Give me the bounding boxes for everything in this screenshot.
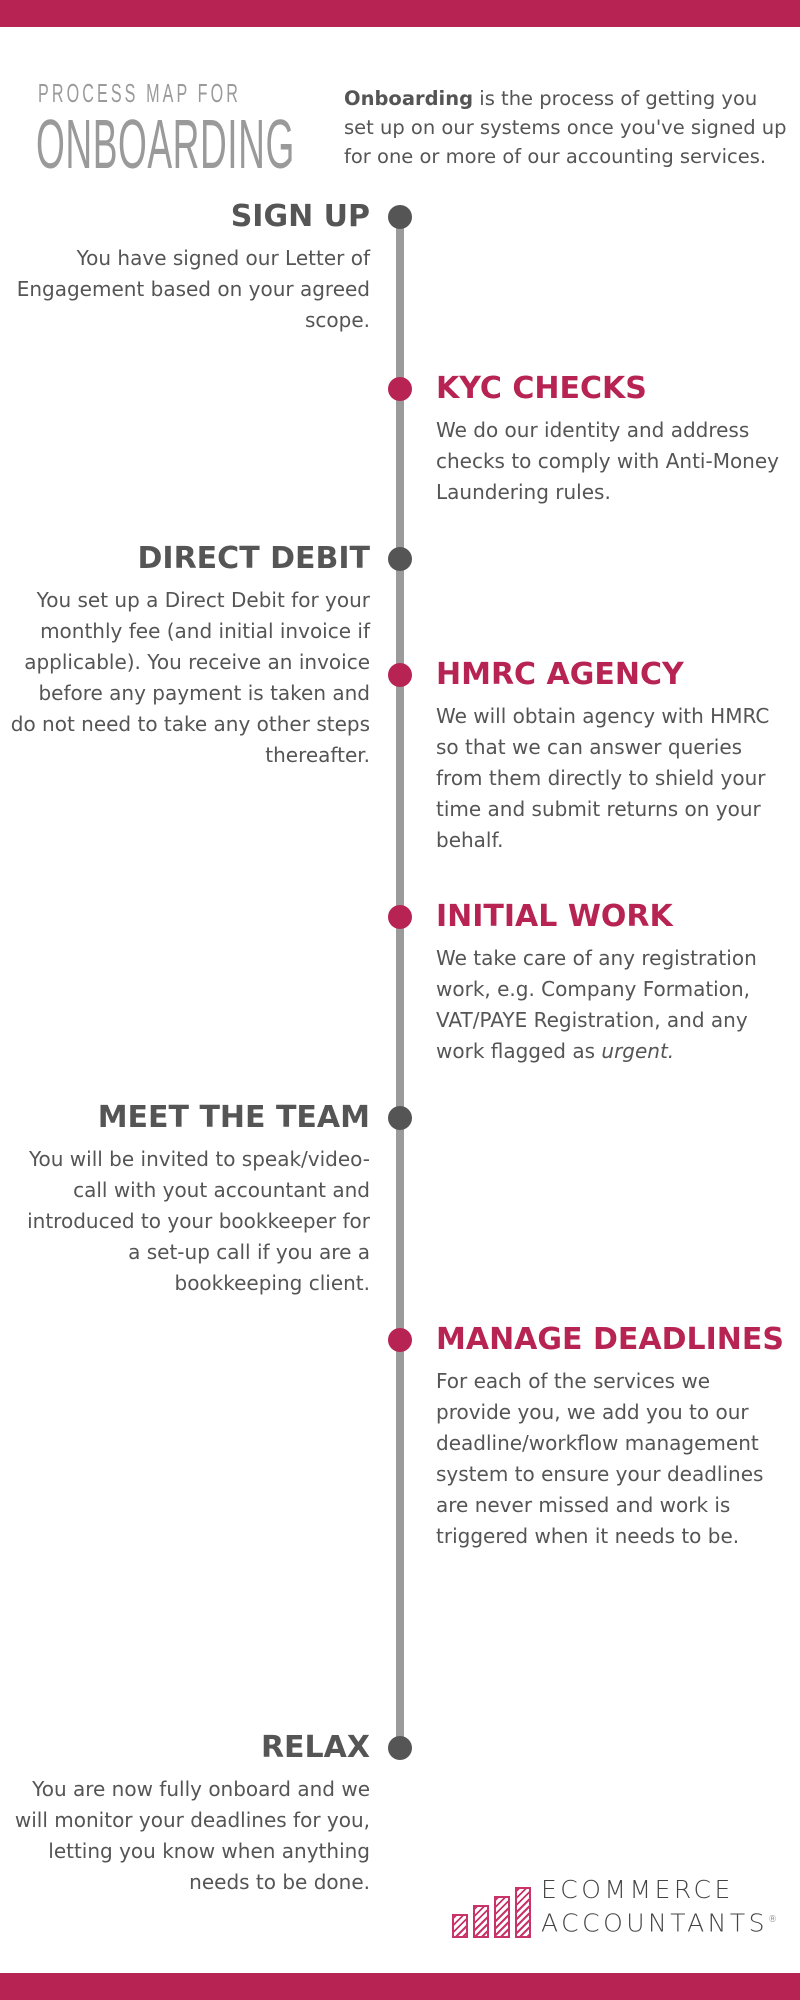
company-logo	[452, 1875, 781, 1938]
page-title: ONBOARDING	[36, 105, 295, 183]
step-text-italic: urgent.	[601, 1039, 675, 1063]
step-meet-the-team	[10, 1100, 370, 1299]
timeline-dot	[388, 1106, 412, 1130]
step-text: You will be invited to speak/video-call with yout accountant and introduced to your bookkeeper for a set-up call if you are a bookkeeping client.	[27, 1147, 370, 1295]
intro-text	[344, 84, 789, 171]
bar-chart-icon	[452, 1886, 531, 1938]
timeline-dot	[388, 663, 412, 687]
step-relax	[10, 1730, 370, 1898]
step-title: RELAX	[260, 1730, 370, 1765]
step-text-main: We take care of any registration work, e.g. Company Formation, VAT/PAYE Registration, and any work flagged as	[436, 946, 757, 1063]
step-text: You have signed our Letter of Engagement based on your agreed scope.	[16, 246, 370, 332]
timeline-dot	[388, 905, 412, 929]
logo-line-2: ACCOUNTANTS	[541, 1908, 769, 1938]
step-title: HMRC AGENCY	[436, 657, 684, 692]
timeline-dot	[388, 377, 412, 401]
intro-rest: is the process of getting you set up on our systems once you've signed up for one or more of our accounting services.	[344, 87, 787, 168]
timeline-dot	[388, 1328, 412, 1352]
step-title: KYC CHECKS	[436, 371, 647, 406]
step-title: MEET THE TEAM	[97, 1100, 370, 1135]
timeline-dot	[388, 205, 412, 229]
step-kyc-checks	[436, 371, 786, 508]
logo-text	[541, 1875, 781, 1938]
timeline-line	[396, 217, 404, 1748]
step-title: SIGN UP	[230, 199, 370, 234]
step-text: You set up a Direct Debit for your monthly fee (and initial invoice if applicable). You receive an invoice before any payment is taken and do not need to take any other steps thereafter.	[10, 588, 370, 767]
step-sign-up	[10, 199, 370, 336]
step-text: We will obtain agency with HMRC so that we can answer queries from them directly to shield your time and submit returns on your behalf.	[436, 704, 770, 852]
step-hmrc-agency	[436, 657, 786, 856]
top-banner	[0, 0, 800, 27]
step-direct-debit	[10, 541, 370, 771]
step-title: INITIAL WORK	[436, 899, 673, 934]
bottom-banner	[0, 1973, 800, 2000]
step-initial-work	[436, 899, 786, 1067]
timeline-dot	[388, 1736, 412, 1760]
step-text: We do our identity and address checks to comply with Anti-Money Laundering rules.	[436, 418, 779, 504]
step-text	[436, 943, 786, 1067]
title-small: PROCESS MAP FOR	[38, 78, 241, 108]
step-title: MANAGE DEADLINES	[436, 1322, 784, 1357]
step-title: DIRECT DEBIT	[137, 541, 370, 576]
logo-line-1: ECOMMERCE	[541, 1875, 734, 1904]
step-manage-deadlines	[436, 1322, 786, 1552]
registered-mark: ®	[768, 1915, 781, 1925]
step-text: For each of the services we provide you, we add you to our deadline/workflow management system to ensure your deadlines are never missed and work is triggered when it needs to be.	[436, 1369, 764, 1548]
intro-bold: Onboarding	[344, 87, 474, 110]
timeline-dot	[388, 547, 412, 571]
step-text: You are now fully onboard and we will monitor your deadlines for you, letting you know when anything needs to be done.	[14, 1777, 370, 1894]
